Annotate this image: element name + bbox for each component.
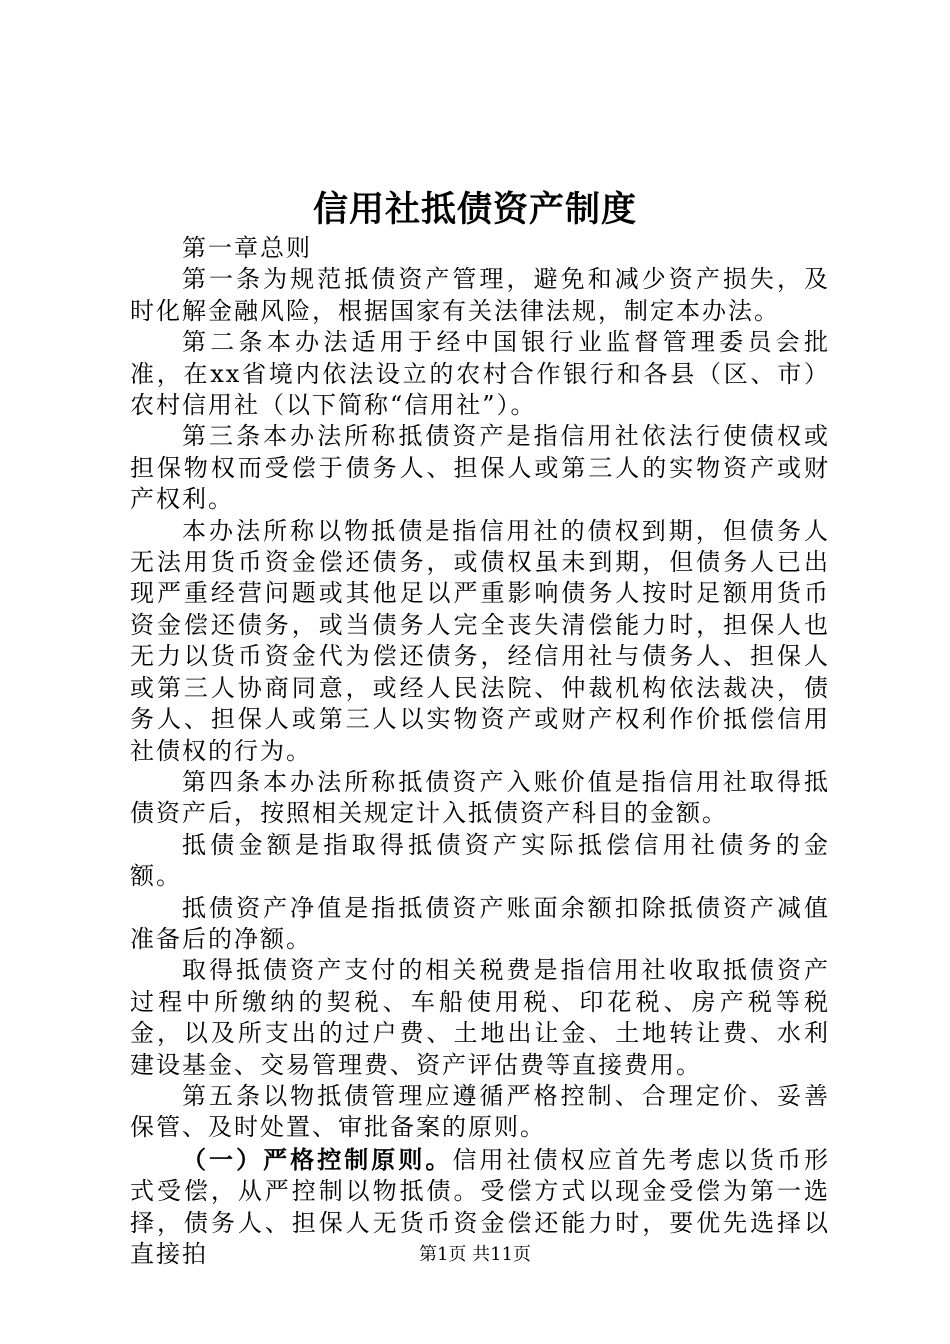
offset-amount-paragraph: 抵债金额是指取得抵债资产实际抵偿信用社债务的金额。	[130, 830, 830, 891]
taxes-fees-paragraph: 取得抵债资产支付的相关税费是指信用社收取抵债资产过程中所缴纳的契税、车船使用税、印花税、房产税等税金，以及所支出的过户费、土地出让金、土地转让费、水利建设基金、交易管理费、资产评估费等直接费用。	[130, 956, 830, 1079]
document-title: 信用社抵债资产制度	[312, 189, 637, 230]
offset-definition-paragraph: 本办法所称以物抵债是指信用社的债权到期，但债务人无法用货币资金偿还债务，或债权虽未到期，但债务人已出现严重经营问题或其他足以严重影响债务人按时足额用货币资金偿还债务，或当债务人完全丧失清偿能力时，担保人也无力以货币资金代为偿还债务，经信用社与债务人、担保人或第三人协商同意，或经人民法院、仲裁机构依法裁决，债务人、担保人或第三人以实物资产或财产权利作价抵偿信用社债权的行为。	[130, 516, 830, 765]
document-body	[130, 233, 830, 1270]
article-1-paragraph: 第一条为规范抵债资产管理，避免和减少资产损失，及时化解金融风险，根据国家有关法律法规，制定本办法。	[130, 265, 830, 325]
chapter-heading: 第一章总则	[182, 234, 312, 262]
article-5-paragraph: 第五条以物抵债管理应遵循严格控制、合理定价、妥善保管、及时处置、审批备案的原则。	[130, 1081, 830, 1142]
page-footer: 第1页 共11页	[418, 1244, 532, 1265]
article-3-paragraph: 第三条本办法所称抵债资产是指信用社依法行使债权或担保物权而受偿于债务人、担保人或第三人的实物资产或财产权利。	[130, 422, 830, 514]
article-4-paragraph: 第四条本办法所称抵债资产入账价值是指信用社取得抵债资产后，按照相关规定计入抵债资产科目的金额。	[130, 767, 830, 828]
strict-control-text: 信用社债权应首先考虑以货币形式受偿，从严控制以物抵债。受偿方式以现金受偿为第一选择，债务人、担保人无货币资金偿还能力时，要优先选择以直接拍	[130, 1145, 831, 1268]
strict-control-heading: （一）严格控制原则。	[182, 1144, 453, 1174]
article-2-paragraph: 第二条本办法适用于经中国银行业监督管理委员会批准，在xx省境内依法设立的农村合作银行和各县（区、市）农村信用社（以下简称“信用社”）。	[130, 328, 830, 420]
net-value-paragraph: 抵债资产净值是指抵债资产账面余额扣除抵债资产减值准备后的净额。	[130, 893, 830, 953]
